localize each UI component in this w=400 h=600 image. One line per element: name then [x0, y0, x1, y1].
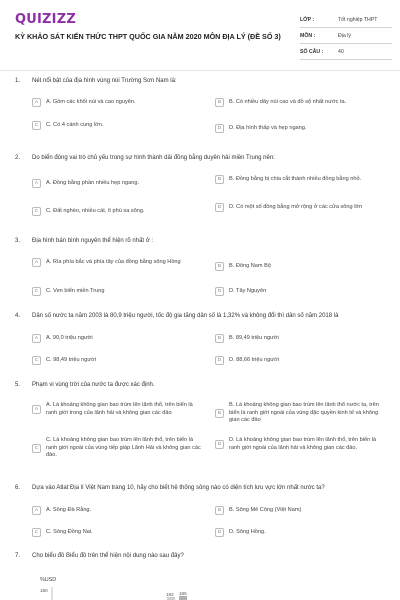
option-c[interactable] — [32, 528, 204, 537]
question-text: Địa hình bán bình nguyên thể hiện rõ nhất ở : — [32, 238, 154, 244]
option-text: B. Đồng bằng bị chia cắt thành nhiều đồng bằng nhỏ. — [229, 175, 362, 182]
option-letter-box: A — [32, 334, 41, 343]
meta-row-class — [300, 12, 392, 28]
option-text: C. Có 4 cánh cung lớn. — [46, 121, 104, 128]
header-divider — [0, 70, 400, 71]
meta-label: SỐ CÂU : — [300, 48, 324, 55]
question-number: 5. — [15, 382, 21, 388]
meta-value: 40 — [338, 48, 344, 55]
option-b[interactable] — [215, 334, 387, 343]
option-letter-box: C — [32, 444, 41, 453]
option-letter-box: A — [32, 405, 41, 414]
option-letter-box: A — [32, 98, 41, 107]
question-text: Nét nổi bật của địa hình vùng núi Trường Sơn Nam là: — [32, 78, 177, 84]
option-text: A. Đồng bằng phần nhiều hẹp ngang. — [46, 179, 139, 186]
option-text: D. 88,66 triệu người — [229, 356, 280, 363]
chart-bar — [179, 596, 187, 600]
option-a[interactable] — [32, 179, 204, 188]
option-a[interactable] — [32, 98, 204, 107]
meta-label: MÔN : — [300, 32, 316, 39]
option-letter-box: C — [32, 121, 41, 130]
option-d[interactable] — [215, 203, 387, 212]
option-letter-box: D — [215, 528, 224, 537]
meta-value: Địa lý — [338, 32, 351, 39]
option-letter-box: A — [32, 258, 41, 267]
option-text: D. Là khoảng không gian bao trùm lên lãnh thổ, trên biển là ranh giới ngoài của lãnh hải và không gian các đảo. — [229, 437, 377, 451]
option-b[interactable] — [215, 506, 387, 515]
option-text: C. 98,49 triệu người — [46, 356, 97, 363]
chart-preview — [30, 584, 230, 600]
meta-table — [300, 12, 392, 60]
question-text: Cho biểu đồ Biểu đồ trên thể hiện nội dung nào sau đây? — [32, 553, 184, 559]
option-text: D. Địa hình thấp và hẹp ngang. — [229, 124, 307, 131]
option-letter-box: D — [215, 124, 224, 133]
option-letter-box: B — [215, 98, 224, 107]
meta-label: LỚP : — [300, 16, 315, 23]
option-a[interactable] — [32, 258, 204, 267]
chart-bar-label: 185 — [179, 591, 187, 596]
option-a[interactable] — [32, 402, 204, 417]
option-text: B. Có nhiều dãy núi cao và đồ sộ nhất nước ta. — [229, 98, 347, 105]
option-letter-box: D — [215, 203, 224, 212]
quizizz-logo: QUIZIZZ — [15, 12, 76, 27]
meta-row-count — [300, 44, 392, 60]
option-c[interactable] — [32, 287, 204, 296]
option-text: A. 90,0 triệu người — [46, 334, 93, 341]
option-a[interactable] — [32, 334, 204, 343]
option-letter-box: B — [215, 262, 224, 271]
question-number: 4. — [15, 313, 21, 319]
question-number: 6. — [15, 485, 21, 491]
option-d[interactable] — [215, 356, 387, 365]
question-number: 3. — [15, 238, 21, 244]
option-b[interactable] — [215, 98, 387, 107]
option-text: A. Là khoảng không gian bao trùm lên lãnh thổ, trên biển là ranh giới trong của lãnh hải và không gian các đảo — [46, 402, 193, 416]
question-text: Phạm vi vùng trời của nước ta được xác định. — [32, 382, 155, 388]
option-letter-box: B — [215, 506, 224, 515]
option-text: C. Là khoảng không gian bao trùm lên lãnh thổ, trên biển là ranh giới ngoài của vùng tiếp giáp Lãnh Hải và không gian các đảo. — [46, 437, 201, 459]
option-text: C. Ven biển miền Trung — [46, 287, 105, 294]
option-text: D. Sông Hồng. — [229, 528, 266, 535]
option-text: B. Là khoảng không gian bao trùm lên lãnh thổ nước ta, trên biển là ranh giới ngoài của vùng đặc quyền kinh tế và không gian các đảo — [229, 402, 379, 424]
option-letter-box: D — [215, 440, 224, 449]
question-text: Do biển đóng vai trò chủ yếu trong sự hình thành dải đồng bằng duyên hải miền Trung nên: — [32, 155, 275, 161]
option-letter-box: D — [215, 287, 224, 296]
meta-row-subject — [300, 28, 392, 44]
option-text: A. Sông Đà Rằng. — [46, 506, 92, 513]
question-number: 7. — [15, 553, 21, 559]
option-c[interactable] — [32, 207, 204, 216]
meta-value: Tốt nghiệp THPT — [338, 16, 378, 23]
chart-unit-label: %USD — [40, 577, 57, 583]
option-letter-box: C — [32, 528, 41, 537]
option-text: A. Gồm các khối núi và cao nguyên. — [46, 98, 136, 105]
option-d[interactable] — [215, 528, 387, 537]
question-text: Dân số nước ta năm 2003 là 80,9 triệu người, tốc độ gia tăng dân số là 1,32% và không đổi thì dân số năm 2018 là — [32, 313, 339, 319]
option-letter-box: D — [215, 356, 224, 365]
option-text: B. Sông Mê Công (Việt Nam) — [229, 506, 302, 513]
question-text: Dựa vào Atlat Địa lí Việt Nam trang 10, hãy cho biết hệ thống sông nào có diện tích lưu vực lớn nhất nước ta? — [32, 485, 325, 491]
option-text: C. Đất nghèo, nhiều cát, ít phù sa sông. — [46, 207, 145, 214]
option-letter-box: C — [32, 356, 41, 365]
option-text: D. Tây Nguyên — [229, 287, 267, 294]
option-d[interactable] — [215, 124, 387, 133]
question-number: 2. — [15, 155, 21, 161]
option-letter-box: C — [32, 287, 41, 296]
option-text: A. Rìa phía bắc và phía tây của đồng bằng sông Hồng — [46, 258, 181, 265]
option-c[interactable] — [32, 356, 204, 365]
option-b[interactable] — [215, 175, 387, 184]
option-text: D. Có một số đồng bằng mở rộng ở các cửa sông lớn — [229, 203, 363, 210]
option-letter-box: A — [32, 179, 41, 188]
option-d[interactable] — [215, 437, 387, 452]
option-letter-box: C — [32, 207, 41, 216]
option-c[interactable] — [32, 437, 204, 460]
option-text: C. Sông Đồng Nai. — [46, 528, 93, 535]
option-letter-box: B — [215, 334, 224, 343]
chart-y-tick: 180 — [40, 588, 48, 593]
option-letter-box: B — [215, 409, 224, 418]
option-text: B. 89,49 triệu người — [229, 334, 279, 341]
option-d[interactable] — [215, 287, 387, 296]
question-number: 1. — [15, 78, 21, 84]
option-b[interactable] — [215, 262, 387, 271]
page-title: KỲ KHẢO SÁT KIẾN THỨC THPT QUỐC GIA NĂM 2020 MÔN ĐỊA LÝ (ĐỀ SỐ 3) — [15, 32, 281, 41]
header — [0, 0, 400, 64]
option-text: B. Đông Nam Bộ — [229, 262, 271, 269]
chart-bar-label: 182 — [166, 592, 174, 597]
option-letter-box: A — [32, 506, 41, 515]
option-letter-box: B — [215, 175, 224, 184]
option-b[interactable] — [215, 402, 387, 425]
option-c[interactable] — [32, 121, 204, 130]
option-a[interactable] — [32, 506, 204, 515]
